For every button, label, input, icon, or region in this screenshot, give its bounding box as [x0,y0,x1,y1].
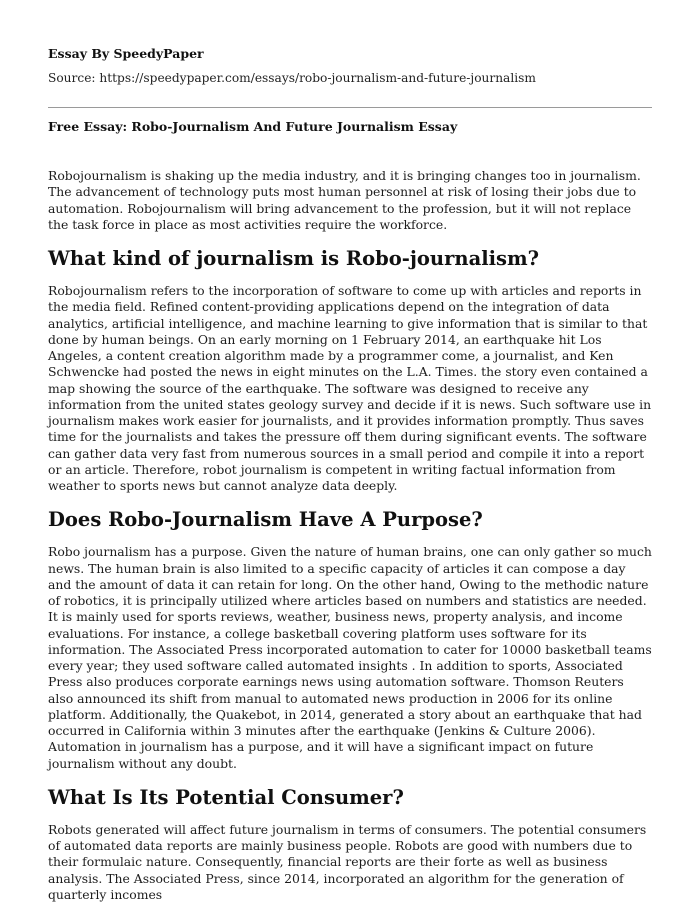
section-heading-purpose: Does Robo-Journalism Have A Purpose? [48,508,483,532]
essay-body [48,168,652,903]
section-paragraph-purpose: Robo journalism has a purpose. Given the nature of human brains, one can only gather so much news. The human brain is also limited to a specific capacity of articles it can compose a day and the amount of data it can retain for long. On the other hand, Owing to the methodic nature of robotics, it is principally utilized where articles based on numbers and statistics are needed. It is mainly used for sports reviews, weather, business news, property analysis, and income evaluations. For instance, a college basketball covering platform uses software for its information. The Associated Press incorporated automation to cater for 10000 basketball teams every year; they used software called automated insights . In addition to sports, Associated Press also produces corporate earnings news using automation software. Thomson Reuters also announced its shift from manual to automated news production in 2006 for its online platform. Additionally, the Quakebot, in 2014, generated a story about an earthquake that had occurred in California within 3 minutes after the earthquake (Jenkins & Culture 2006). Automation in journalism has a purpose, and it will have a significant impact on future journalism without any doubt. [48,544,652,771]
document-source-line: Source: https://speedypaper.com/essays/robo-journalism-and-future-journalism [48,71,536,85]
document-header-title: Essay By SpeedyPaper [48,46,204,61]
intro-paragraph: Robojournalism is shaking up the media industry, and it is bringing changes too in journalism. The advancement of technology puts most human personnel at risk of losing their jobs due to automation. Robojournalism will bring advancement to the profession, but it will not replace the task force in place as most activities require the workforce. [48,168,641,232]
header-divider [48,107,652,108]
essay-title: Free Essay: Robo-Journalism And Future Journalism Essay [48,119,458,134]
section-heading-what-kind: What kind of journalism is Robo-journalism? [48,247,540,270]
section-paragraph-consumer: Robots generated will affect future journalism in terms of consumers. The potential consumers of automated data reports are mainly business people. Robots are good with numbers due to their formulaic nature. Consequently, financial reports are their forte as well as business analysis. The Associated Press, since 2014, incorporated an algorithm for the generation of quarterly incomes [48,821,647,902]
section-paragraph-what-kind: Robojournalism refers to the incorporation of software to come up with articles and reports in the media field. Refined content-providing applications depend on the integration of data analytics, artificial intelligence, and machine learning to give information that is similar to that done by human beings. On an early morning on 1 February 2014, an earthquake hit Los Angeles, a content creation algorithm made by a programmer come, a journalist, and Ken Schwencke had posted the news in eight minutes on the L.A. Times. the story even contained a map showing the source of the earthquake. The software was designed to receive any information from the united states geology survey and decide if it is news. Such software use in journalism makes work easier for journalists, and it provides information promptly. Thus saves time for the journalists and takes the pressure off them during significant events. The software can gather data very fast from numerous sources in a small period and compile it into a report or an article. Therefore, robot journalism is competent in writing factual information from weather to sports news but cannot analyze data deeply. [48,283,652,493]
section-heading-consumer: What Is Its Potential Consumer? [48,785,404,809]
